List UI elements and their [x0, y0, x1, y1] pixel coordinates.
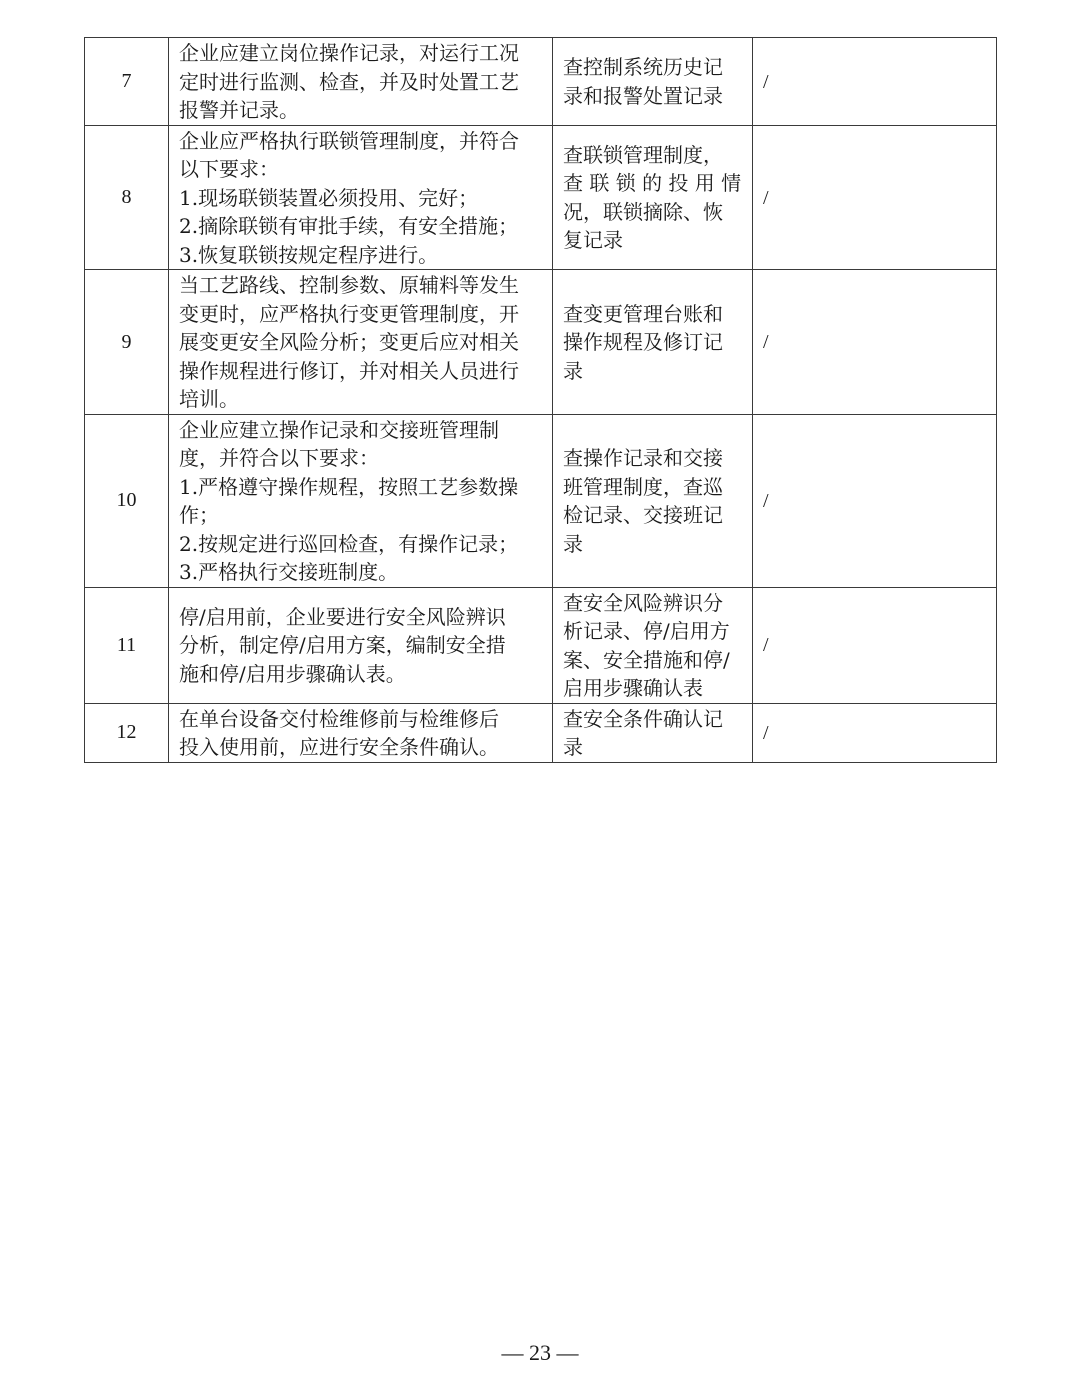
- page-number: — 23 —: [501, 1340, 579, 1365]
- checklist-table: [84, 37, 997, 763]
- check-method-line: 查安全条件确认记: [563, 706, 723, 731]
- item-number: 7: [85, 38, 169, 126]
- table-row: [85, 587, 997, 703]
- requirement-cell: [169, 414, 553, 587]
- requirement-line: 2.摘除联锁有审批手续，有安全措施；: [179, 214, 519, 238]
- requirement-line: 企业应建立岗位操作记录，对运行工况: [179, 41, 519, 65]
- requirement-line: 分析，制定停/启用方案，编制安全措: [179, 633, 506, 658]
- check-method-line: 查安全风险辨识分: [563, 590, 723, 615]
- check-method-cell: [553, 38, 753, 126]
- item-number: 10: [85, 414, 169, 587]
- item-number: 11: [85, 587, 169, 703]
- requirement-line: 培训。: [179, 387, 239, 411]
- result-cell: /: [753, 270, 997, 415]
- check-method-line: 录: [563, 735, 583, 759]
- requirement-line: 操作规程进行修订，并对相关人员进行: [179, 358, 519, 383]
- check-method-line: 案、安全措施和停/: [563, 647, 730, 672]
- check-method-line: 析记录、停/启用方: [563, 619, 730, 643]
- result-cell: /: [753, 703, 997, 762]
- check-method-cell: [553, 125, 753, 270]
- item-number: 9: [85, 270, 169, 415]
- check-method-line: 查控制系统历史记: [563, 55, 723, 80]
- result-cell: /: [753, 125, 997, 270]
- check-method-line: 查操作记录和交接: [563, 446, 723, 470]
- table-row: [85, 414, 997, 587]
- check-method-line: 复记录: [563, 228, 623, 253]
- requirement-cell: [169, 38, 553, 126]
- table-row: [85, 270, 997, 415]
- requirement-line: 变更时，应严格执行变更管理制度，开: [179, 301, 519, 326]
- check-method-cell: [553, 703, 753, 762]
- requirement-line: 3.恢复联锁按规定程序进行。: [179, 242, 439, 267]
- check-method-line: 班管理制度，查巡: [563, 474, 723, 499]
- item-number: 8: [85, 125, 169, 270]
- requirement-line: 1.严格遵守操作规程，按照工艺参数操: [179, 474, 519, 499]
- requirement-line: 2.按规定进行巡回检查，有操作记录；: [179, 531, 519, 556]
- table-row: [85, 125, 997, 270]
- requirement-line: 企业应严格执行联锁管理制度，并符合: [179, 128, 519, 153]
- requirement-line: 停/启用前，企业要进行安全风险辨识: [179, 604, 506, 629]
- item-number: 12: [85, 703, 169, 762]
- requirement-cell: [169, 703, 553, 762]
- requirement-line: 投入使用前，应进行安全条件确认。: [179, 735, 499, 759]
- requirement-line: 施和停/启用步骤确认表。: [179, 661, 406, 686]
- requirement-line: 1.现场联锁装置必须投用、完好；: [179, 185, 479, 210]
- check-method-line: 录和报警处置记录: [563, 83, 723, 108]
- check-method-cell: [553, 587, 753, 703]
- requirement-cell: [169, 587, 553, 703]
- check-method-cell: [553, 414, 753, 587]
- check-method-line: 况，联锁摘除、恢: [563, 199, 723, 224]
- check-method-line: 查变更管理台账和: [563, 301, 723, 326]
- requirement-line: 度，并符合以下要求：: [179, 446, 379, 470]
- result-cell: /: [753, 587, 997, 703]
- requirement-line: 作；: [179, 503, 219, 527]
- requirement-line: 当工艺路线、控制参数、原辅料等发生: [179, 273, 519, 297]
- check-method-line: 操作规程及修订记: [563, 330, 723, 354]
- requirement-cell: [169, 125, 553, 270]
- table-row: [85, 38, 997, 126]
- requirement-cell: [169, 270, 553, 415]
- check-method-line: 录: [563, 358, 583, 383]
- requirement-line: 展变更安全风险分析；变更后应对相关: [179, 330, 519, 354]
- requirement-line: 定时进行监测、检查，并及时处置工艺: [179, 69, 519, 94]
- check-method-line: 检记录、交接班记: [563, 503, 723, 527]
- result-cell: /: [753, 38, 997, 126]
- check-method-cell: [553, 270, 753, 415]
- requirement-line: 企业应建立操作记录和交接班管理制: [179, 417, 499, 442]
- requirement-line: 在单台设备交付检维修前与检维修后: [179, 706, 499, 731]
- check-method-line: 查 联 锁 的 投 用 情: [563, 171, 742, 196]
- requirement-line: 报警并记录。: [179, 98, 299, 122]
- table-row: [85, 703, 997, 762]
- check-method-line: 启用步骤确认表: [563, 676, 703, 700]
- check-method-line: 录: [563, 531, 583, 556]
- result-cell: /: [753, 414, 997, 587]
- check-method-line: 查联锁管理制度，: [563, 142, 723, 167]
- requirement-line: 3.严格执行交接班制度。: [179, 560, 399, 584]
- requirement-line: 以下要求：: [179, 157, 279, 181]
